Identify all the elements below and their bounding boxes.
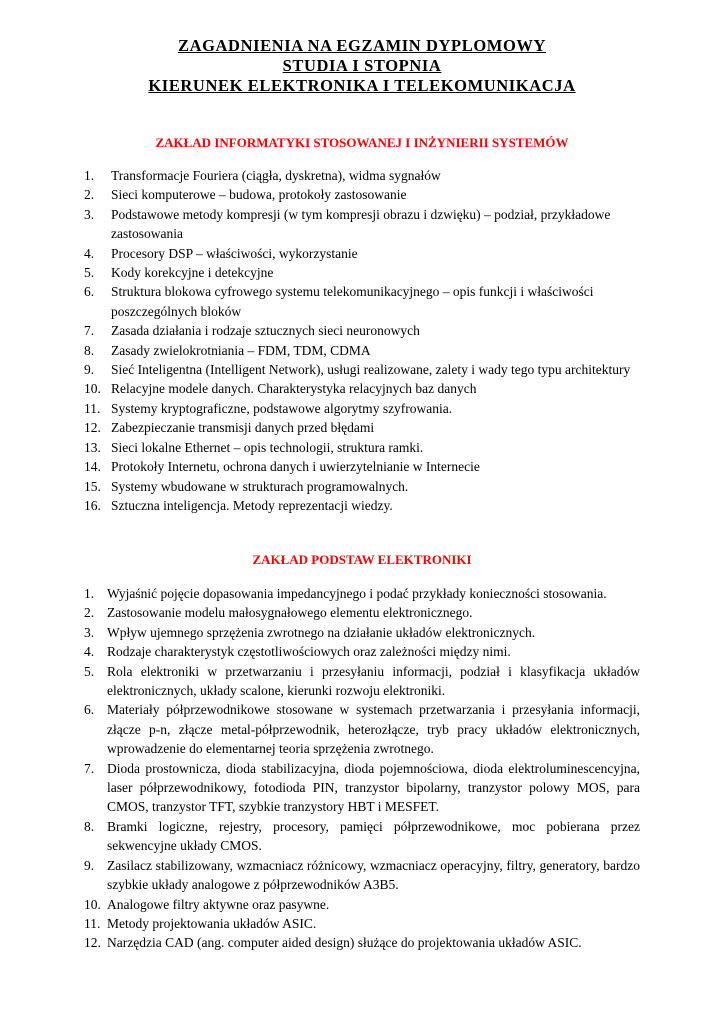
list-item: 4. Rodzaje charakterystyk częstotliwościowych oraz zależności między nimi. bbox=[84, 644, 511, 660]
document-title bbox=[0, 36, 724, 96]
topic-list-electronics bbox=[0, 584, 640, 953]
list-item: 14. Protokoły Internetu, ochrona danych i uwierzytelnianie w Internecie bbox=[84, 459, 480, 475]
list-item: 11. Metody projektowania układów ASIC. bbox=[84, 915, 317, 931]
list-item: 8. Zasady zwielokrotniania – FDM, TDM, CDMA bbox=[84, 342, 371, 358]
list-item: 11. Systemy kryptograficzne, podstawowe algorytmy szyfrowania. bbox=[84, 400, 453, 416]
title-line-3: KIERUNEK ELEKTRONIKA I TELEKOMUNIKACJA bbox=[148, 76, 576, 95]
list-item: 6. Materiały półprzewodnikowe stosowane w systemach przetwarzania i przesyłania informacji, złącze p-n, złącze metal-półprzewodnik, heterozłącze, tryb pracy układów elektronicznych, wprowadzenie do elementarnej teoria sprzężenia zwrotnego. bbox=[84, 702, 640, 757]
list-item: 5. Rola elektroniki w przetwarzaniu i przesyłaniu informacji, podział i klasyfikacja układów elektronicznych, układy scalone, kierunki rozwoju elektroniki. bbox=[84, 663, 640, 699]
list-item: 12. Zabezpieczanie transmisji danych przed błędami bbox=[84, 420, 375, 436]
list-item: 3. Podstawowe metody kompresji (w tym kompresji obrazu i dzwięku) – podział, przykładowe zastosowania bbox=[84, 206, 611, 242]
list-item: 2. Zastosowanie modelu małosygnałowego elementu elektronicznego. bbox=[84, 605, 473, 621]
list-item: 4. Procesory DSP – właściwości, wykorzystanie bbox=[84, 245, 358, 261]
list-item: 13. Sieci lokalne Ethernet – opis technologii, struktura ramki. bbox=[84, 439, 424, 455]
list-item: 7. Dioda prostownicza, dioda stabilizacyjna, dioda pojemnościowa, dioda elektroluminescencyjna, laser półprzewodnikowy, fotodioda PIN, tranzystor bipolarny, tranzystor polowy MOS, para CMOS, tranzystor TFT, szybkie tranzystory HBT i MESFET. bbox=[84, 760, 640, 815]
list-item: 2. Sieci komputerowe – budowa, protokoły zastosowanie bbox=[84, 187, 407, 203]
list-item: 1. Transformacje Fouriera (ciągła, dyskretna), widma sygnałów bbox=[84, 168, 441, 183]
list-item: 9. Zasilacz stabilizowany, wzmacniacz różnicowy, wzmacniacz operacyjny, filtry, generatory, bardzo szybkie układy analogowe z półprzewodników A3B5. bbox=[84, 857, 640, 893]
list-item: 16. Sztuczna inteligencja. Metody reprezentacji wiedzy. bbox=[84, 497, 393, 513]
title-line-2: STUDIA I STOPNIA bbox=[282, 56, 442, 75]
topic-list-informatics bbox=[0, 166, 640, 515]
title-line-1: ZAGADNIENIA NA EGZAMIN DYPLOMOWY bbox=[177, 36, 546, 55]
section-heading-electronics: ZAKŁAD PODSTAW ELEKTRONIKI bbox=[252, 552, 472, 567]
list-item: 10. Analogowe filtry aktywne oraz pasywne. bbox=[84, 896, 330, 912]
list-item: 3. Wpływ ujemnego sprzężenia zwrotnego na działanie układów elektronicznych. bbox=[84, 624, 536, 640]
list-item: 5. Kody korekcyjne i detekcyjne bbox=[84, 265, 274, 281]
list-item: 8. Bramki logiczne, rejestry, procesory, pamięci półprzewodnikowe, moc pobierana przez sekwencyjne układy CMOS. bbox=[84, 818, 640, 854]
list-item: 7. Zasada działania i rodzaje sztucznych sieci neuronowych bbox=[84, 323, 420, 339]
list-item: 12. Narzędzia CAD (ang. computer aided design) służące do projektowania układów ASIC. bbox=[84, 935, 582, 951]
list-item: 9. Sieć Inteligentna (Intelligent Network), usługi realizowane, zalety i wady tego typu architektury bbox=[84, 362, 631, 378]
list-item: 15. Systemy wbudowane w strukturach programowalnych. bbox=[84, 478, 409, 494]
list-item: 10. Relacyjne modele danych. Charakterystyka relacyjnych baz danych bbox=[84, 381, 477, 397]
section-heading-informatics: ZAKŁAD INFORMATYKI STOSOWANEJ I INŻYNIERII SYSTEMÓW bbox=[155, 135, 569, 150]
list-item: 1. Wyjaśnić pojęcie dopasowania impedancyjnego i podać przykłady konieczności stosowania. bbox=[84, 586, 607, 601]
list-item: 6. Struktura blokowa cyfrowego systemu telekomunikacyjnego – opis funkcji i właściwości poszczególnych bloków bbox=[84, 284, 594, 319]
